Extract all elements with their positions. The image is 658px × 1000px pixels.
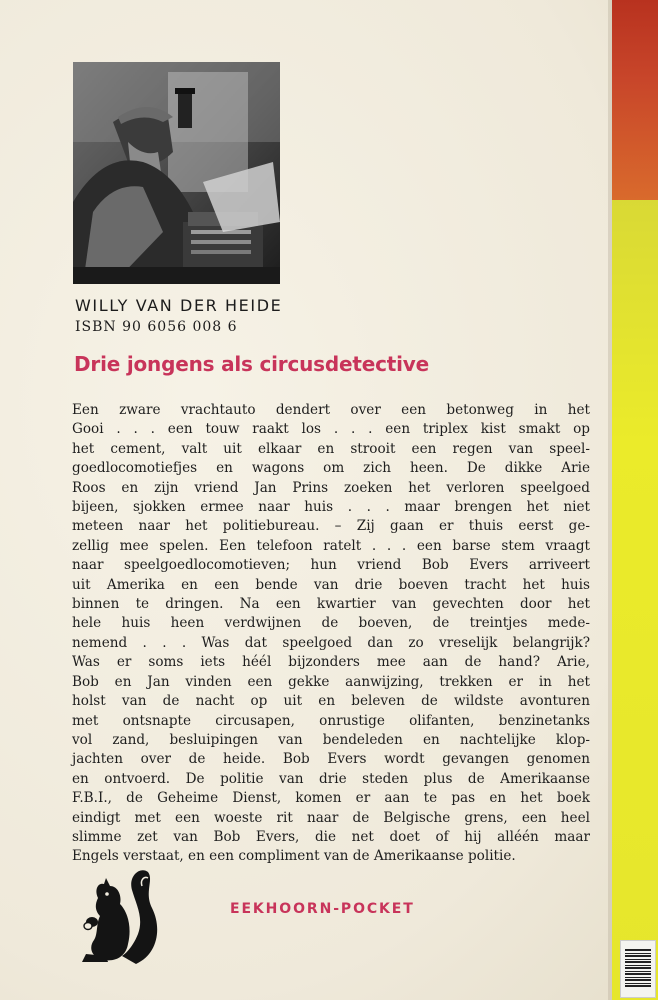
blurb-line: en ontvoerd. De politie van drie steden plus de Amerikaanse (72, 770, 590, 787)
blurb-line: binnen te dringen. Na een kwartier van gevechten door het (72, 596, 590, 613)
color-stripe-yellow (612, 200, 658, 1000)
blurb-text (72, 401, 590, 867)
blurb-line: Was er soms iets héél bijzonders mee aan de hand? Arie, (72, 654, 590, 671)
blurb-line: het cement, valt uit elkaar en strooit een regen van speel- (72, 440, 590, 457)
blurb-line: F.B.I., de Geheime Dienst, komen er aan te pas en het boek (72, 790, 590, 807)
blurb-line: vol zand, besluipingen van bendeleden en nachtelijke klop- (72, 731, 590, 748)
blurb-line: Een zware vrachtauto dendert over een betonweg in het (72, 402, 590, 418)
blurb-line: goedlocomotiefjes en wagons om zich heen. De dikke Arie (72, 460, 590, 477)
blurb-line: nemend . . . Was dat speelgoed dan zo vreselijk belangrijk? (72, 634, 590, 651)
barcode-icon (625, 949, 651, 987)
book-title: Drie jongens als circusdetective (74, 352, 429, 376)
blurb-line: naar speelgoedlocomotieven; hun vriend Bob Evers arriveert (72, 557, 590, 574)
price-sticker (620, 940, 656, 998)
blurb-line: zellig mee spelen. Een telefoon ratelt . . . een barse stem vraagt (72, 537, 590, 554)
blurb-line: Gooi . . . een touw raakt los . . . een triplex kist smakt op (72, 421, 590, 438)
blurb-line: Engels verstaat, en een compliment van de Amerikaanse politie. (72, 848, 516, 865)
blurb-line: uit Amerika en een bende van drie boeven tracht het huis (72, 576, 590, 593)
blurb-line: jachten over de heide. Bob Evers wordt gevangen genomen (72, 751, 590, 768)
publisher-imprint: EEKHOORN-POCKET (230, 901, 415, 917)
author-photo (73, 62, 280, 284)
blurb-line: slimme zet van Bob Evers, die net doet of hij alléén maar (72, 828, 590, 845)
blurb-line: bijeen, sjokken ermee naar huis . . . maar brengen het niet (72, 499, 590, 516)
blurb-line: Bob en Jan vinden een gekke aanwijzing, trekken er in het (72, 673, 590, 690)
color-stripe-red (612, 0, 658, 200)
blurb-line: met ontsnapte circusapen, onrustige olifanten, benzinetanks (72, 712, 590, 729)
blurb-line: eindigt met een woeste rit naar de Belgische grens, een heel (72, 809, 590, 826)
blurb-line: Roos en zijn vriend Jan Prins zoeken het verloren speelgoed (72, 479, 590, 496)
isbn-number: ISBN 90 6056 008 6 (75, 319, 238, 335)
blurb-line: hele huis heen verdwijnen de boeven, de treintjes mede- (72, 615, 590, 632)
squirrel-logo-icon (78, 868, 162, 966)
blurb-line: holst van de nacht op uit en beleven de wildste avonturen (72, 693, 590, 710)
author-name: WILLY VAN DER HEIDE (75, 296, 283, 315)
blurb-line: meteen naar het politiebureau. – Zij gaan er thuis eerst ge- (72, 518, 590, 535)
